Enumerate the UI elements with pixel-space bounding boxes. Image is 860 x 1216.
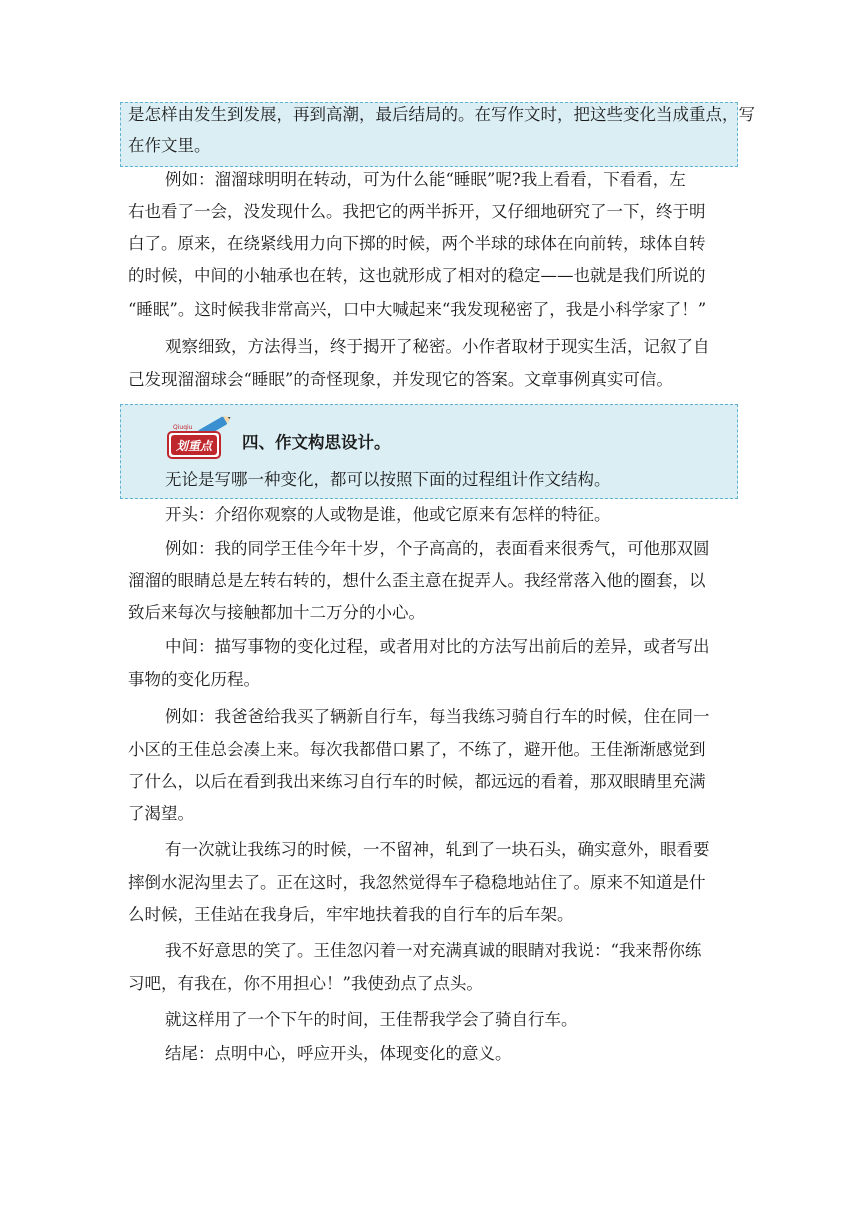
example1-line-1: 例如：溜溜球明明在转动，可为什么能“睡眠”呢?我上看看，下看看，左 — [165, 170, 686, 189]
once-line-3: 么时候，王佳站在我身后，牢牢地扶着我的自行车的后车架。 — [128, 905, 574, 924]
box2-intro-line: 无论是写哪一种变化，都可以按照下面的过程组计作文结构。 — [165, 470, 611, 489]
box1-line-1: 是怎样由发生到发展，再到高潮，最后结局的。在写作文时，把这些变化当成重点，写 — [128, 105, 755, 124]
example2-line-1: 例如：我的同学王佳今年十岁，个子高高的，表面看来很秀气，可他那双圆 — [165, 539, 710, 558]
example2-line-3: 致后来每次与接触都加十二万分的小心。 — [128, 603, 425, 622]
middle-line-1: 中间：描写事物的变化过程，或者用对比的方法写出前后的差异，或者写出 — [165, 637, 710, 656]
example3-line-4: 了渴望。 — [128, 804, 194, 823]
afternoon-line: 就这样用了一个下午的时间，王佳帮我学会了骑自行车。 — [165, 1010, 578, 1029]
middle-line-2: 事物的变化历程。 — [128, 670, 260, 689]
stamp-small-text: Qiuqiu — [173, 424, 193, 431]
once-line-2: 摔倒水泥沟里去了。正在这时，我忽然觉得车子稳稳地站住了。原来不知道是什 — [128, 873, 706, 892]
stamp-text: 划重点 — [175, 439, 213, 453]
once-line-1: 有一次就让我练习的时候，一不留神，轧到了一块石头，确实意外，眼看要 — [165, 840, 710, 859]
key-point-stamp-icon — [164, 412, 234, 462]
comment-line-2: 己发现溜溜球会“睡眠”的奇怪现象，并发现它的答案。文章事例真实可信。 — [128, 370, 673, 389]
smile-line-2: 习吧，有我在，你不用担心！”我使劲点了点头。 — [128, 974, 483, 993]
example3-line-2: 小区的王佳总会凑上来。每次我都借口累了，不练了，避开他。王佳渐渐感觉到 — [128, 740, 706, 759]
example3-line-1: 例如：我爸爸给我买了辆新自行车，每当我练习骑自行车的时候，住在同一 — [165, 707, 710, 726]
opening-line: 开头：介绍你观察的人或物是谁，他或它原来有怎样的特征。 — [165, 505, 611, 524]
ending-line: 结尾：点明中心，呼应开头，体现变化的意义。 — [165, 1044, 512, 1063]
example1-line-5: “睡眠”。这时候我非常高兴，口中大喊起来“我发现秘密了，我是小科学家了！” — [128, 300, 707, 319]
example1-line-2: 右也看了一会，没发现什么。我把它的两半拆开，又仔细地研究了一下，终于明 — [128, 202, 706, 221]
example3-line-3: 了什么，以后在看到我出来练习自行车的时候，都远远的看着，那双眼睛里充满 — [128, 772, 706, 791]
example1-line-3: 白了。原来，在绕紧线用力向下掷的时候，两个半球的球体在向前转，球体自转 — [128, 234, 706, 253]
smile-line-1: 我不好意思的笑了。王佳忽闪着一对充满真诚的眼睛对我说：“我来帮你练 — [165, 941, 702, 960]
example1-line-4: 的时候，中间的小轴承也在转，这也就形成了相对的稳定——也就是我们所说的 — [128, 266, 706, 285]
box1-line-2: 在作文里。 — [128, 136, 211, 155]
example2-line-2: 溜溜的眼睛总是左转右转的，想什么歪主意在捉弄人。我经常落入他的圈套，以 — [128, 571, 706, 590]
section-heading: 四、作文构思设计。 — [242, 433, 391, 452]
comment-line-1: 观察细致，方法得当，终于揭开了秘密。小作者取材于现实生活，记叙了自 — [165, 337, 710, 356]
